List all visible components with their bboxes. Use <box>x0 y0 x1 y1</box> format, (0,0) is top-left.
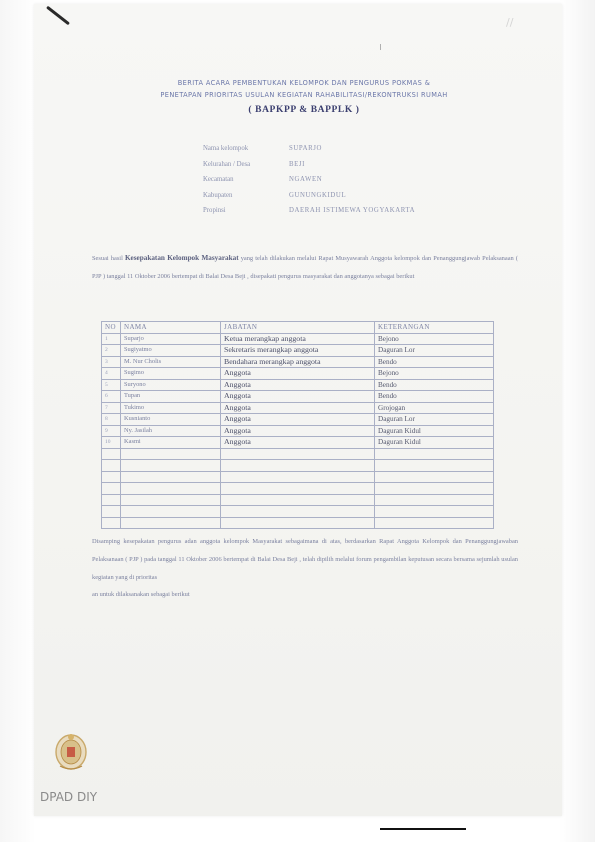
cell-keterangan: Bejono <box>375 368 494 380</box>
members-table <box>101 321 494 529</box>
cell-no: 7 <box>102 402 121 414</box>
cell-nama: M. Nur Cholis <box>121 356 221 368</box>
intro-text-start: Sesuai hasil <box>92 255 123 262</box>
cell-no: 9 <box>102 425 121 437</box>
info-label: Kabupaten <box>203 191 233 199</box>
header-no: NO <box>102 322 121 334</box>
watermark-text: DPAD DIY <box>40 790 98 804</box>
cell-nama: Sugiyatmo <box>121 345 221 357</box>
info-label: Kecamatan <box>203 176 234 184</box>
bottom-rule <box>380 828 466 830</box>
document-title-line1: BERITA ACARA PEMBENTUKAN KELOMPOK DAN PENGURUS POKMAS & <box>177 79 431 87</box>
info-value: SUPARJO <box>289 145 323 152</box>
cell-nama: Suparjo <box>121 333 221 345</box>
info-label: Propinsi <box>203 207 226 215</box>
header-jabatan: JABATAN <box>221 322 375 334</box>
table-row <box>102 333 494 345</box>
cell-keterangan: Daguran Lor <box>375 345 494 357</box>
table-row <box>102 345 494 357</box>
document-title-line2: PENETAPAN PRIORITAS USULAN KEGIATAN RAHABILITASI/REKONTRUKSI RUMAH <box>160 91 448 99</box>
info-label: Kelurahan / Desa <box>203 160 251 168</box>
group-info <box>203 141 523 219</box>
info-row-desa <box>203 157 523 173</box>
empty-table-row <box>102 471 494 483</box>
table-row <box>102 414 494 426</box>
info-row-propinsi <box>203 203 523 219</box>
header-keterangan: KETERANGAN <box>375 322 494 334</box>
cell-jabatan: Anggota <box>221 379 375 391</box>
info-value: GUNUNGKIDUL <box>289 191 347 199</box>
cell-nama: Kusnianto <box>121 414 221 426</box>
cell-jabatan: Bendahara merangkap anggota <box>221 356 375 368</box>
corner-mark: // <box>506 16 514 29</box>
document-title-abbrev: ( BAPKPP & BAPPLK ) <box>248 105 360 115</box>
intro-text-rest: yang telah dilakukan melalui Rapat Musyawarah Anggota kelompok dan Penanggungjawab Pelaksanaan ( PJP ) tanggal 11 Oktober 2006 bertempat di Balai Desa Beji , disepakati pengurus masyarakat dan anggotanya sebagai berikut <box>92 255 518 280</box>
cell-no: 1 <box>102 333 121 345</box>
closing-text: Disamping kesepakatan pengurus adan anggota kelompok Masyarakat sebagaimana di atas, berdasarkan Rapat Anggota Kelompok dan Penanggungjawaban Pelaksanaan ( PJP ) pada tanggal 11 Oktober 2006 bertempat di Balai Desa Beji , telah dipilih melalui forum pengambilan keputusan secara bersama sejumlah usulan kegiatan yang di prioritas <box>92 538 518 581</box>
cell-no: 6 <box>102 391 121 403</box>
margin-tick <box>380 44 381 50</box>
cell-jabatan: Anggota <box>221 425 375 437</box>
cell-no: 4 <box>102 368 121 380</box>
cell-keterangan: Bendo <box>375 379 494 391</box>
header-nama: NAMA <box>121 322 221 334</box>
table-row <box>102 391 494 403</box>
info-value: DAERAH ISTIMEWA YOGYAKARTA <box>289 207 416 215</box>
info-label: Nama kelompok <box>203 145 249 152</box>
seal-logo <box>52 728 90 774</box>
cell-jabatan: Anggota <box>221 391 375 403</box>
cell-keterangan: Bendo <box>375 356 494 368</box>
info-value: BEJI <box>289 160 305 168</box>
empty-table-row <box>102 448 494 460</box>
empty-table-row <box>102 517 494 529</box>
cell-keterangan: Bendo <box>375 391 494 403</box>
table-row <box>102 437 494 449</box>
cell-keterangan: Daguran Kidul <box>375 437 494 449</box>
info-row-nama-kelompok <box>203 141 523 157</box>
closing-paragraph <box>92 533 518 604</box>
table-row <box>102 356 494 368</box>
cell-jabatan: Anggota <box>221 402 375 414</box>
intro-bold-phrase: Kesepakatan Kelompok Masyarakat <box>124 254 239 262</box>
info-row-kecamatan <box>203 172 523 188</box>
cell-nama: Sugimo <box>121 368 221 380</box>
table-row <box>102 368 494 380</box>
info-value: NGAWEN <box>289 176 323 184</box>
intro-paragraph <box>92 250 518 285</box>
cell-no: 5 <box>102 379 121 391</box>
info-row-kabupaten <box>203 188 523 204</box>
cell-keterangan: Bejono <box>375 333 494 345</box>
cell-jabatan: Anggota <box>221 414 375 426</box>
cell-no: 3 <box>102 356 121 368</box>
table-header-row <box>102 322 494 334</box>
empty-table-row <box>102 460 494 472</box>
table-row <box>102 425 494 437</box>
empty-table-row <box>102 483 494 495</box>
cell-nama: Suryono <box>121 379 221 391</box>
cell-nama: Kasmi <box>121 437 221 449</box>
empty-table-row <box>102 506 494 518</box>
cell-jabatan: Anggota <box>221 368 375 380</box>
cell-no: 10 <box>102 437 121 449</box>
cell-jabatan: Ketua merangkap anggota <box>221 333 375 345</box>
cell-no: 2 <box>102 345 121 357</box>
cell-keterangan: Daguran Lor <box>375 414 494 426</box>
table-row <box>102 402 494 414</box>
closing-text-continued: an untuk dilaksanakan sebagai berikut <box>92 591 190 599</box>
cell-keterangan: Grojogan <box>375 402 494 414</box>
cell-jabatan: Sekretaris merangkap anggota <box>221 345 375 357</box>
cell-keterangan: Daguran Kidul <box>375 425 494 437</box>
empty-table-row <box>102 494 494 506</box>
cell-nama: Ny. Jasilah <box>121 425 221 437</box>
table-row <box>102 379 494 391</box>
cell-nama: Tupan <box>121 391 221 403</box>
cell-nama: Tukimo <box>121 402 221 414</box>
cell-no: 8 <box>102 414 121 426</box>
cell-jabatan: Anggota <box>221 437 375 449</box>
